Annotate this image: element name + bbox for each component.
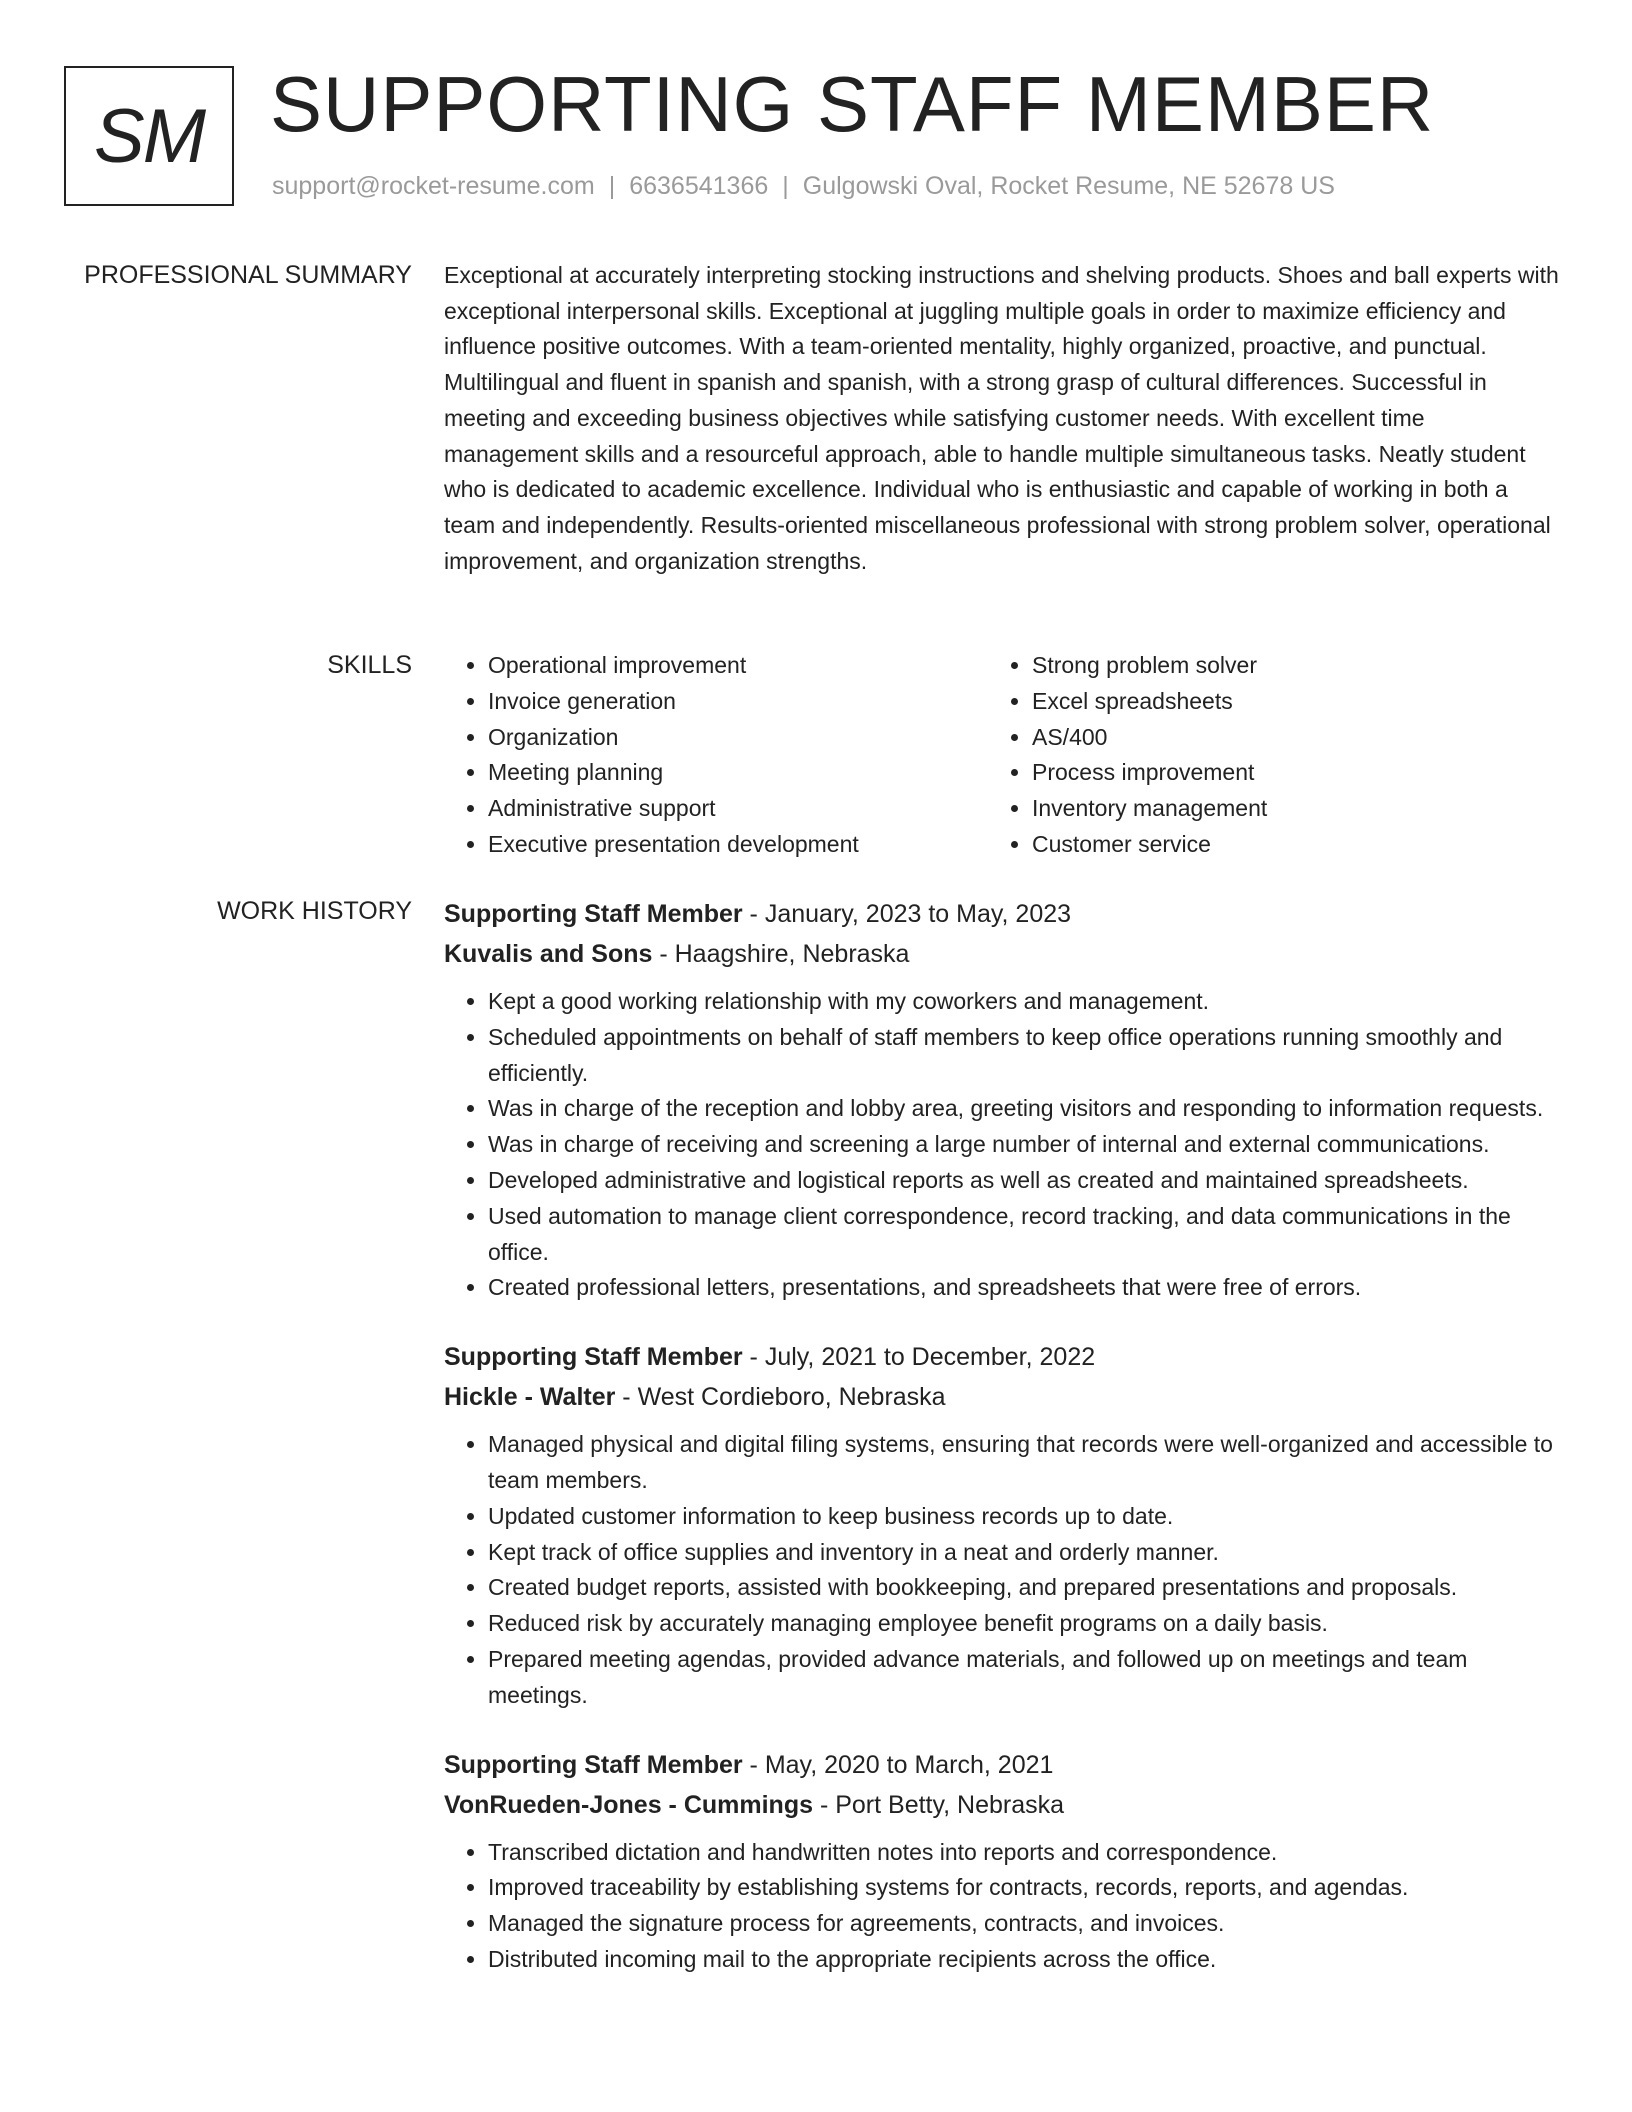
skills-list-right xyxy=(988,648,1532,863)
section-label-work-history: WORK HISTORY xyxy=(217,897,412,925)
contact-address: Gulgowski Oval, Rocket Resume, NE 52678 US xyxy=(802,172,1335,200)
section-label-summary: PROFESSIONAL SUMMARY xyxy=(84,261,412,289)
job-location: - Port Betty, Nebraska xyxy=(813,1790,1065,1819)
job-bullet: • Scheduled appointments on behalf of staff members to keep office operations running smoothly and efficiently. xyxy=(488,1020,1564,1092)
job-bullet-list xyxy=(444,984,1564,1306)
skill-item: • Invoice generation xyxy=(488,684,988,720)
job-title: Supporting Staff Member xyxy=(444,1750,743,1779)
skill-item: • Executive presentation development xyxy=(488,827,988,863)
job-location: - Haagshire, Nebraska xyxy=(652,940,910,968)
job-bullet-list xyxy=(444,1427,1564,1713)
job-entry xyxy=(444,1745,1564,1978)
job-entry xyxy=(444,1337,1564,1713)
job-bullet: • Used automation to manage client correspondence, record tracking, and data communications in the office. xyxy=(488,1199,1564,1271)
job-bullet: • Was in charge of receiving and screening a large number of internal and external communications. xyxy=(488,1127,1564,1163)
job-company-line xyxy=(444,1377,1564,1417)
contact-separator: | xyxy=(782,172,789,200)
job-bullet: • Improved traceability by establishing systems for contracts, records, reports, and agendas. xyxy=(488,1870,1564,1906)
skill-item: • Customer service xyxy=(1032,827,1532,863)
job-bullet: • Was in charge of the reception and lobby area, greeting visitors and responding to information requests. xyxy=(488,1091,1564,1127)
job-company: VonRueden-Jones - Cummings xyxy=(444,1790,814,1819)
job-bullet: • Managed the signature process for agreements, contracts, and invoices. xyxy=(488,1906,1564,1942)
job-company: Hickle - Walter xyxy=(444,1383,616,1412)
job-bullet: • Transcribed dictation and handwritten notes into reports and correspondence. xyxy=(488,1835,1564,1871)
job-title-line xyxy=(444,1745,1564,1785)
job-dates: - July, 2021 to December, 2022 xyxy=(742,1343,1096,1372)
contact-separator: | xyxy=(608,172,616,200)
skill-item: • Operational improvement xyxy=(488,648,988,684)
skill-item: • Meeting planning xyxy=(488,755,988,791)
skill-item: • AS/400 xyxy=(1032,720,1532,756)
candidate-name: SUPPORTING STAFF MEMBER xyxy=(270,60,1435,148)
skills-list-left xyxy=(444,648,988,863)
job-bullet: • Created professional letters, presentations, and spreadsheets that were free of errors. xyxy=(488,1270,1564,1306)
job-title-line xyxy=(444,894,1564,934)
contact-info xyxy=(272,172,1335,201)
job-dates: - January, 2023 to May, 2023 xyxy=(742,900,1072,928)
job-location: - West Cordieboro, Nebraska xyxy=(615,1383,946,1412)
job-company-line xyxy=(444,1785,1564,1825)
resume-header xyxy=(64,60,1568,216)
job-company-line xyxy=(444,934,1564,974)
job-bullet: • Created budget reports, assisted with bookkeeping, and prepared presentations and proposals. xyxy=(488,1570,1564,1606)
job-title: Supporting Staff Member xyxy=(444,900,743,928)
job-bullet: • Developed administrative and logistical reports as well as created and maintained spreadsheets. xyxy=(488,1163,1564,1199)
job-bullet: • Prepared meeting agendas, provided advance materials, and followed up on meetings and team meetings. xyxy=(488,1642,1564,1714)
job-bullet: • Updated customer information to keep business records up to date. xyxy=(488,1499,1564,1535)
job-bullet: • Kept track of office supplies and inventory in a neat and orderly manner. xyxy=(488,1535,1564,1571)
skill-item: • Excel spreadsheets xyxy=(1032,684,1532,720)
skill-item: • Inventory management xyxy=(1032,791,1532,827)
summary-text: Exceptional at accurately interpreting stocking instructions and shelving products. Shoes and ball experts with exceptional interpersonal skills. Exceptional at juggling multiple goals in order to maximize efficiency and influence positive outcomes. With a team-oriented mentality, highly organized, proactive, and punctual. Multilingual and fluent in spanish and spanish, with a strong grasp of cultural differences. Successful in meeting and exceeding business objectives while satisfying customer needs. With excellent time management skills and a resourceful approach, able to handle multiple simultaneous tasks. Neatly student who is dedicated to academic excellence. Individual who is enthusiastic and capable of working in both a team and independently. Results-oriented miscellaneous professional with strong problem solver, operational improvement, and organization strengths. xyxy=(444,262,1559,574)
contact-phone[interactable]: 6636541366 xyxy=(629,172,769,200)
job-entry xyxy=(444,894,1564,1306)
job-bullet: • Managed physical and digital filing systems, ensuring that records were well-organized and accessible to team members. xyxy=(488,1427,1564,1499)
job-bullet: • Distributed incoming mail to the appropriate recipients across the office. xyxy=(488,1942,1564,1978)
job-bullet: • Kept a good working relationship with my coworkers and management. xyxy=(488,984,1564,1020)
section-label-skills: SKILLS xyxy=(327,651,412,679)
skill-item: • Administrative support xyxy=(488,791,988,827)
job-title-line xyxy=(444,1337,1564,1377)
skill-item: • Process improvement xyxy=(1032,755,1532,791)
job-title: Supporting Staff Member xyxy=(444,1343,743,1372)
job-bullet-list xyxy=(444,1835,1564,1978)
job-dates: - May, 2020 to March, 2021 xyxy=(742,1750,1054,1779)
skill-item: • Strong problem solver xyxy=(1032,648,1532,684)
job-bullet: • Reduced risk by accurately managing employee benefit programs on a daily basis. xyxy=(488,1606,1564,1642)
skill-item: • Organization xyxy=(488,720,988,756)
monogram-logo: SM xyxy=(64,66,234,206)
job-company: Kuvalis and Sons xyxy=(444,940,653,968)
contact-email[interactable]: support@rocket-resume.com xyxy=(272,172,595,200)
